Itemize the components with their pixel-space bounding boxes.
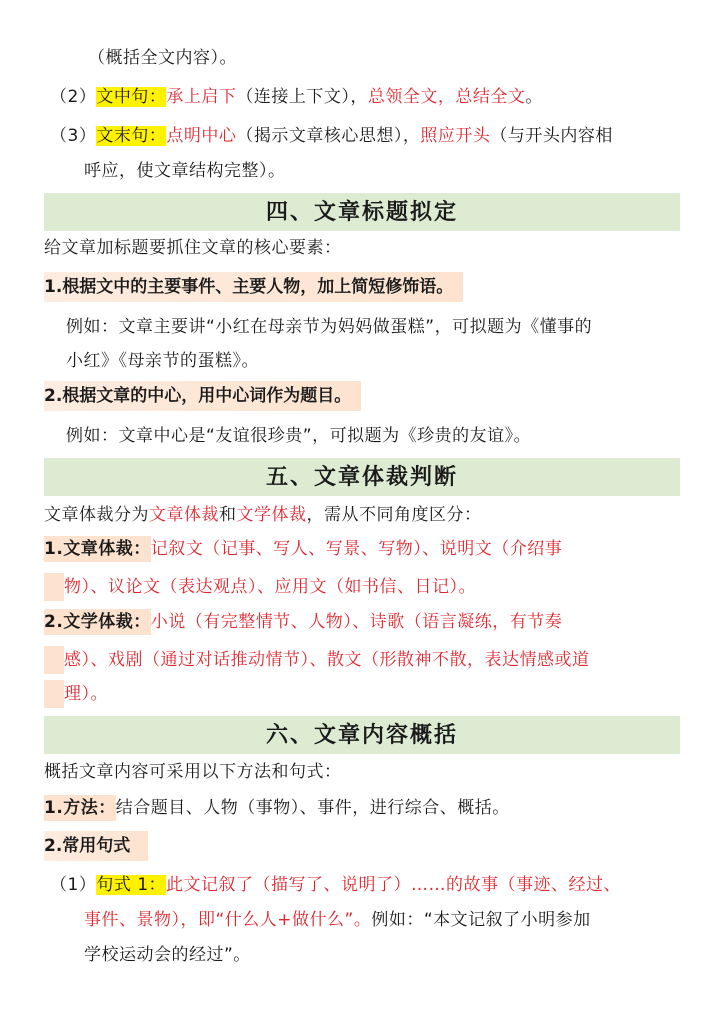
sec5-intro bbox=[44, 503, 482, 527]
red-text: 事件、景物），即“什么人+做什么”。 bbox=[84, 910, 372, 930]
keyword-highlight: 文末句： bbox=[96, 126, 167, 146]
sec4-heading-2: 2.根据文章的中心，用中心词作为题目。 bbox=[44, 381, 361, 411]
sec5-point-1-line-1 bbox=[44, 537, 562, 561]
peach-marker bbox=[44, 680, 64, 708]
explanation-text: （连接上下文）， bbox=[236, 87, 368, 107]
top-line-2 bbox=[50, 85, 543, 109]
top-line-1: （概括全文内容）。 bbox=[88, 48, 237, 68]
peach-marker bbox=[44, 573, 64, 601]
section-title-6: 六、文章内容概括 bbox=[44, 716, 680, 754]
sec4-example-1b: 小红》《母亲节的蛋糕》。 bbox=[66, 351, 259, 371]
sec4-heading-1: 1.根据文中的主要事件、主要人物，加上简短修饰语。 bbox=[44, 272, 463, 302]
sec4-example-1a: 例如：文章主要讲“小红在母亲节为妈妈做蛋糕”，可拟题为《懂事的 bbox=[66, 317, 593, 337]
red-term: 文章体裁 bbox=[149, 505, 219, 525]
top-line-4: 呼应，使文章结构完整）。 bbox=[84, 161, 286, 181]
section-title-5: 五、文章体裁判断 bbox=[44, 458, 680, 496]
item-number: （3） bbox=[50, 126, 97, 146]
intro-text: 和 bbox=[219, 505, 237, 525]
sec4-intro: 给文章加标题要抓住文章的核心要素： bbox=[44, 238, 342, 258]
explanation-text: （与开头内容相 bbox=[490, 126, 613, 146]
red-text: 记叙文（记事、写人、写景、写物）、说明文（介绍事 bbox=[150, 539, 563, 559]
intro-text: ，需从不同角度区分： bbox=[306, 505, 482, 525]
point-heading: 1.方法： bbox=[44, 795, 116, 821]
period: 。 bbox=[525, 87, 543, 107]
red-text: 物）、议论文（表达观点）、应用文（如书信、日记）。 bbox=[64, 577, 476, 597]
explanation-text: （揭示文章核心思想）， bbox=[236, 126, 421, 146]
red-text: 感）、戏剧（通过对话推动情节）、散文（形散神不散，表达情感或道 bbox=[64, 650, 590, 670]
sec5-point-2-line-2 bbox=[44, 646, 590, 674]
point-heading: 2.文学体裁： bbox=[44, 609, 151, 635]
red-text: 理）。 bbox=[64, 684, 108, 704]
item-number: （1） bbox=[50, 875, 97, 895]
peach-marker bbox=[44, 646, 64, 674]
point-heading: 1.文章体裁： bbox=[44, 536, 151, 562]
sec4-example-2: 例如：文章中心是“友谊很珍贵”，可拟题为《珍贵的友谊》。 bbox=[66, 426, 532, 446]
intro-text: 文章体裁分为 bbox=[44, 505, 149, 525]
example-text: 例如：“本文记叙了小明参加 bbox=[371, 910, 591, 930]
keyword-highlight: 句式 1： bbox=[96, 875, 167, 895]
sec6-sentence-1-line-1 bbox=[50, 873, 621, 897]
sec6-heading-2: 2.常用句式 bbox=[44, 831, 148, 861]
red-text: 小说（有完整情节、人物）、诗歌（语言凝练，有节奏 bbox=[150, 612, 563, 632]
sec6-sentence-1-line-2 bbox=[84, 908, 591, 932]
item-number: （2） bbox=[50, 87, 97, 107]
red-term: 总领全文，总结全文 bbox=[367, 87, 526, 107]
method-text: 结合题目、人物（事物）、事件，进行综合、概括。 bbox=[115, 798, 510, 818]
red-term: 文学体裁 bbox=[236, 505, 307, 525]
keyword-highlight: 文中句： bbox=[96, 87, 167, 107]
red-term: 点明中心 bbox=[166, 126, 237, 146]
red-term: 照应开头 bbox=[420, 126, 491, 146]
sec5-point-2-line-1 bbox=[44, 610, 562, 634]
sec6-intro: 概括文章内容可采用以下方法和句式： bbox=[44, 762, 342, 782]
sec6-method bbox=[44, 796, 510, 820]
red-text: 此文记叙了（描写了、说明了）……的故事（事迹、经过、 bbox=[166, 875, 622, 895]
sec5-point-1-line-2 bbox=[44, 573, 476, 601]
section-title-4: 四、文章标题拟定 bbox=[44, 193, 680, 231]
top-line-3 bbox=[50, 124, 613, 148]
sec6-sentence-1-line-3: 学校运动会的经过”。 bbox=[84, 945, 251, 965]
sec5-point-2-line-3 bbox=[44, 680, 108, 708]
red-term: 承上启下 bbox=[166, 87, 237, 107]
